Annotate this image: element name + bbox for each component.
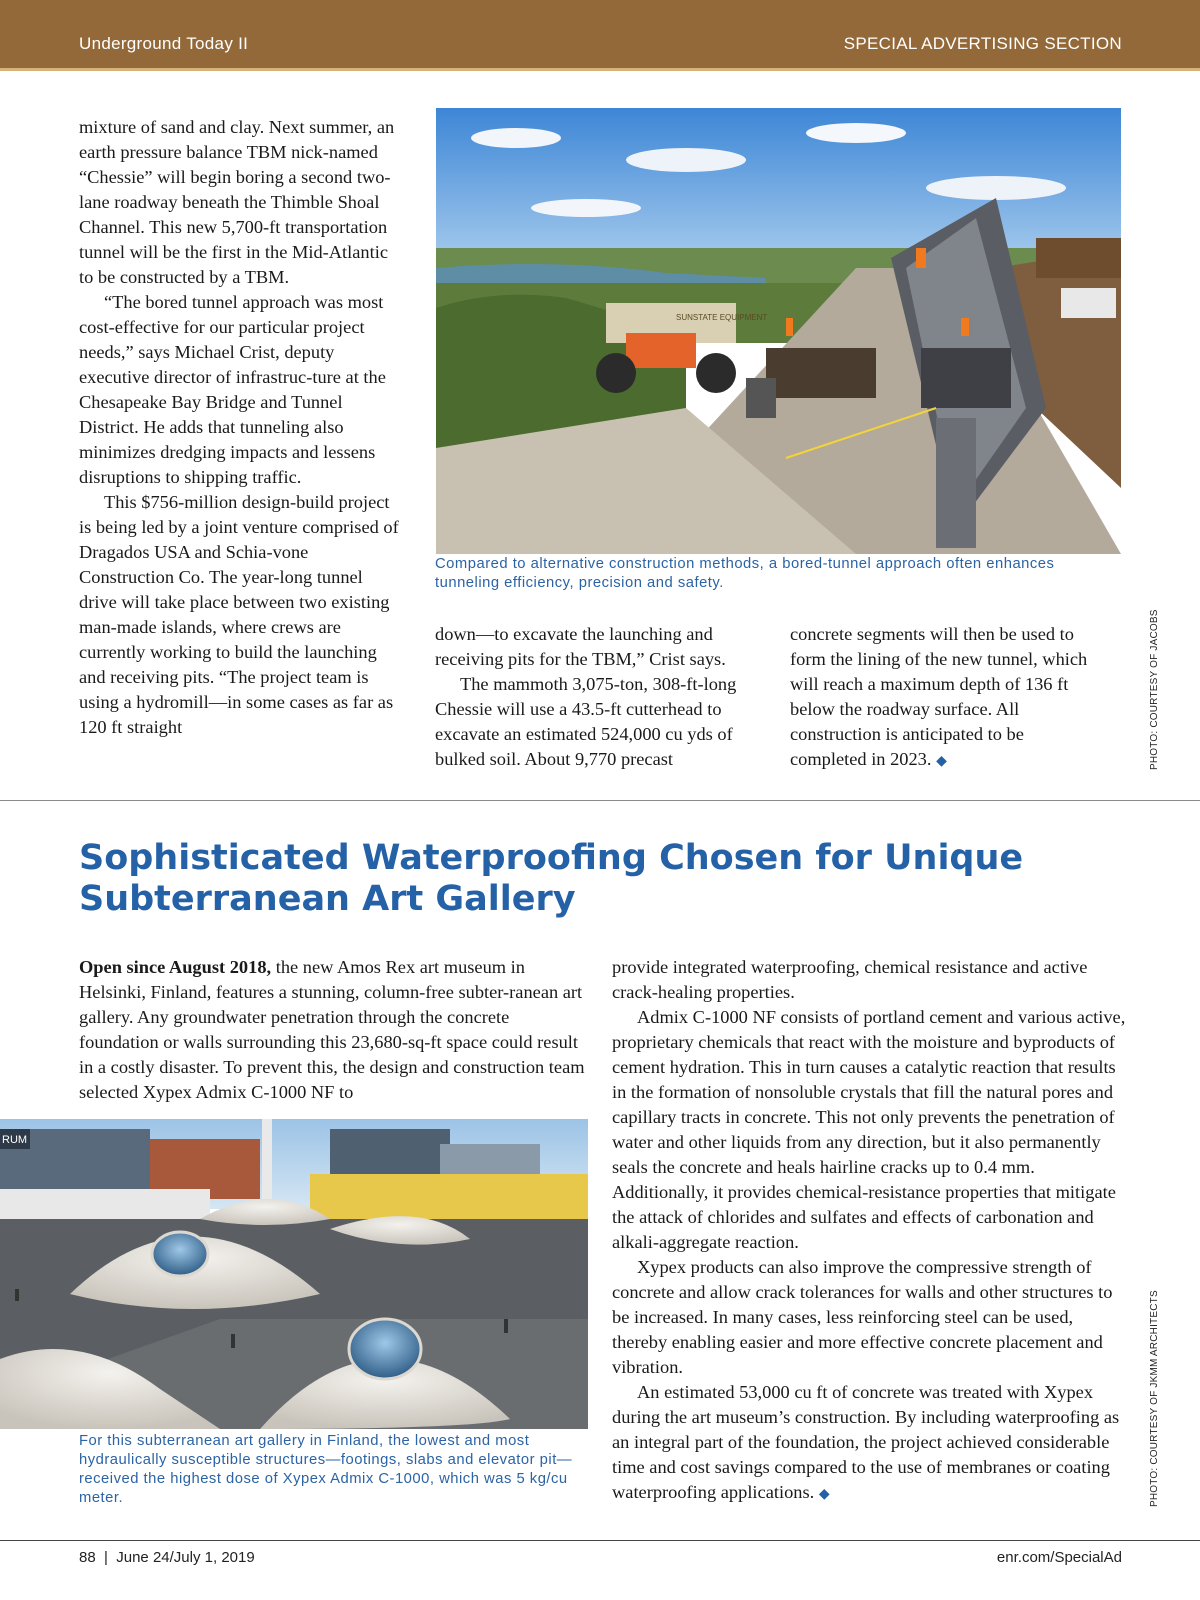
article1-column-1 [79,115,404,740]
footer-url-link[interactable]: enr.com/SpecialAd [996,1549,1122,1566]
equipment-sign: SUNSTATE EQUIPMENT [676,313,768,322]
page-number-date: 88 | June 24/July 1, 2019 [79,1549,255,1566]
article1-column-2 [435,622,765,772]
special-advertising-label: SPECIAL ADVERTISING SECTION [843,34,1122,53]
paragraph: “The bored tunnel approach was most cost-effective for our particular project needs,” says Michael Crist, deputy executive director of infrastruc-ture at the Chesapeake Bay Bridge and Tunnel District. He adds that tunneling also minimizes dredging impacts and lessens disruptions to shipping traffic. [79,292,386,487]
article2-right-column [612,955,1127,1507]
paragraph: Xypex products can also improve the compressive strength of concrete and allow crack tolerances for walls and other structures to be increased. In many cases, less reinforcing steel can be used, thereby enabling easier and more effective concrete placement and vibration. [612,1257,1113,1377]
paragraph: Admix C-1000 NF consists of portland cement and various active, proprietary chemicals that react with the moisture and byproducts of cement hydration. This in turn causes a catalytic reaction that results in the formation of nonsoluble crystals that fill the natural pores and capillary tracts in concrete. This not only prevents the penetration of water and other liquids from any direction, but it also permanently seals the concrete and heals hairline cracks up to 0.4 mm. Additionally, it provides chemical-resistance properties that mitigate the attack of chlorides and sulfates and effects of carbonation and alkali-aggregate reaction. [612,1007,1126,1252]
art-museum-photo [0,1119,588,1429]
section-title: Underground Today II [79,34,249,53]
building-sign: RUM [2,1134,28,1146]
paragraph: mixture of sand and clay. Next summer, an earth pressure balance TBM nick-named “Chessie” will begin boring a second two-lane roadway beneath the Thimble Shoal Channel. This new 5,700-ft transportation tunnel will be the first in the Mid-Atlantic to be constructed by a TBM. [79,117,395,287]
article2-headline: Sophisticated Waterproofing Chosen for Unique Subterranean Art Gallery [79,838,1024,919]
construction-photo-caption: Compared to alternative construction methods, a bored-tunnel approach often enhances tunneling efficiency, precision and safety. [435,556,1055,591]
art-museum-photo-caption: For this subterranean art gallery in Finland, the lowest and most hydraulically susceptible structures—footings, slabs and elevator pit—received the highest dose of Xypex Admix C-1000, which was 5 kg/cu meter. [79,1433,573,1506]
art-museum-photo-credit: PHOTO: COURTESY OF JKMM ARCHITECTS [1149,1290,1160,1507]
end-mark-icon: ◆ [936,754,947,769]
paragraph: The mammoth 3,075-ton, 308-ft-long Chessie will use a 43.5-ft cutterhead to excavate an estimated 524,000 cu yds of bulked soil. About 9,770 precast [435,674,737,769]
construction-site-photo [436,108,1121,554]
footer-rule [0,1540,1200,1541]
lead-text: the new Amos Rex art museum in Helsinki, Finland, features a stunning, column-free subter-ranean art gallery. Any groundwater penetration through the concrete foundation or walls surrounding this 23,680-sq-ft space could result in a costly disaster. To prevent this, the design and construction team selected Xypex Admix C-1000 NF to [79,957,585,1102]
paragraph: This $756-million design-build project is being led by a joint venture comprised of Dragados USA and Schia-vone Construction Co. The year-long tunnel drive will take place between two existing man-made islands, where crews are currently working to build the launching and receiving pits. “The project team is using a hydromill—in some cases as far as 120 ft straight [79,492,399,737]
article1-column-3 [790,622,1095,774]
paragraph: An estimated 53,000 cu ft of concrete was treated with Xypex during the art museum’s construction. By including waterproofing as an integral part of the foundation, the project achieved considerable time and cost savings compared to the use of membranes or coating waterproofing applications. [612,1382,1120,1502]
lead-bold: Open since August 2018, [79,957,272,977]
construction-scene-illustration [436,108,1121,554]
article-divider [0,800,1200,801]
museum-scene-illustration [0,1119,588,1429]
paragraph: provide integrated waterproofing, chemical resistance and active crack-healing properties. [612,957,1088,1002]
paragraph: concrete segments will then be used to form the lining of the new tunnel, which will reach a maximum depth of 136 ft below the roadway surface. All construction is anticipated to be completed in 2023. [790,624,1088,769]
end-mark-icon: ◆ [818,1487,830,1502]
paragraph: down—to excavate the launching and receiving pits for the TBM,” Crist says. [435,624,726,669]
header-rule [0,68,1200,71]
construction-photo-credit: PHOTO: COURTESY OF JACOBS [1149,609,1160,770]
article2-left-column [79,955,589,1105]
